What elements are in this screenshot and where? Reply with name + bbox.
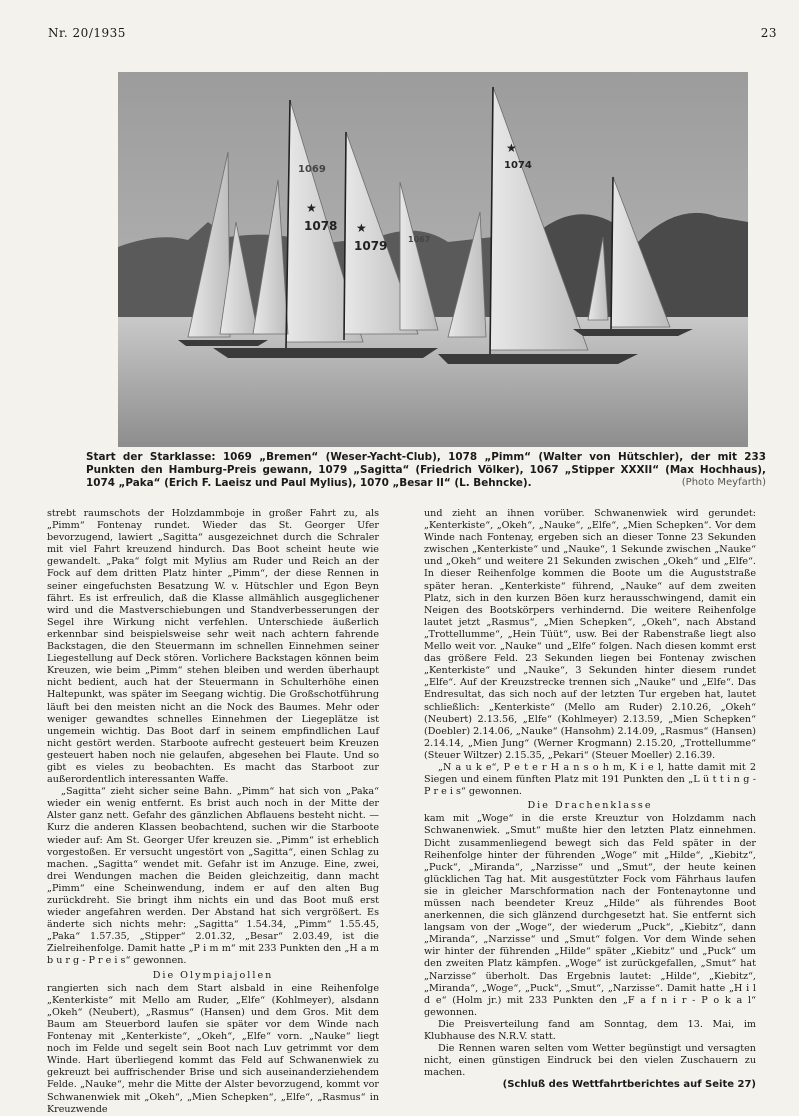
sail-number-1074: 1074	[504, 160, 532, 171]
section-heading-olympiajollen: Die Olympiajollen	[152, 969, 274, 981]
svg-text:★: ★	[506, 141, 517, 155]
continuation-note: (Schluß des Wettfahrtberichtes auf Seite 27)	[502, 1079, 756, 1091]
paragraph: Die Rennen waren selten vom Wetter begünstigt und versagten nicht, einen günstigen Eindruck bei den vielen Zuschauern zu machen.	[424, 1043, 756, 1079]
section-heading-drachenklasse: Die Drachenklasse	[527, 800, 653, 812]
paragraph: Die Preisverteilung fand am Sonntag, dem 13. Mai, im Klubhause des N.R.V. statt.	[424, 1018, 756, 1043]
sail-number-1069: 1069	[298, 164, 326, 175]
svg-text:★: ★	[306, 201, 317, 215]
photo-credit: (Photo Meyfarth)	[681, 477, 766, 488]
paragraph: „Sagitta“ zieht sicher seine Bahn. „Pimm“ hat sich von „Paka“ wieder ein wenig entfernt. Es brist auch noch in der Mitte der Alster ganz nett. Gefahr des gänzlichen Abflauens besteht nicht. — Kurz die anderen Klassen beobachtend, suchen wir die Starboote wieder auf: Am St. Georger Ufer kreuzen sie. „Pimm“ ist erheblich vorgestoßen. Er versucht ungestört von „Sagitta“, einen Schlag zu machen. „Sagitta“ wendet mit. Gefahr ist im Anzuge. Eine, zwei, drei Wendungen machen die Beiden gleichzeitig, dann macht „Pimm“ eine Scheinwendung, indem er auf den alten Bug zurückdreht. Sie bringt ihm nichts ein und das Boot muß erst wieder angefahren werden. Der Abstand hat sich vergrößert. Es änderte sich nichts mehr: „Sagitta“ 1.54.34, „Pimm“ 1.55.45, „Paka“ 1.57.35, „Stipper“ 2.01.32, „Besar“ 2.03.49, ist die Zielreihenfolge. Damit hatte „P i m m“ mit 233 Punkten den „H a m b u r g - P r e i s“ gewonnen.	[47, 786, 379, 967]
page-number: 23	[760, 26, 777, 40]
sail-number-1079: 1079	[354, 239, 388, 253]
paragraph: strebt raumschots der Holzdammboje in großer Fahrt zu, als „Pimm“ Fontenay rundet. Wieder das St. Georger Ufer bevorzugend, lawiert „Sagitta“ ausgezeichnet durch die Schraler mit viel Fahrt kreuzend hindurch. Das Boot scheint heute wie gewandelt. „Paka“ folgt mit Mylius am Ruder und Reich an der Fock auf dem dritten Platz hinter „Pimm“, der diese Rennen in seiner eingefuchsten Besatzung W. v. Hütschler und Egon Beyn fährt. Es ist erfreulich, daß die Klasse allmählich ausgeglichener wird und die Mastverschiebungen und Standverbesserungen der Segel ihre Wirkung nicht verfehlen. Unterschiede äußerlich erkennbar sind beispielsweise sehr weit nach achtern fahrende Backstagen, die den Steuermann im schnellen Einnehmen seiner Liegestellung auf Deck stören. Vorlichere Backstagen können beim Kreuzen, wie beim „Pimm“ stehen bleiben und werden überhaupt nicht bedient, auch hat der Steuermann in Schulterhöhe einen Haltepunkt, was später im Seegang wichtig. Die Großschotführung läuft bei den meisten nicht an die Nock des Baumes. Mehr oder weniger gewandtes schnelles Einnehmen der Liegeplätze ist ungemein wichtig. Das Boot darf in seinem empfindlichen Lauf nicht gestört werden. Starboote aufrecht gesteuert beim Kreuzen gesteuert haben noch nie gelaufen, abgesehen bei Flaute. Und so gibt es vieles zu beobachten. Es macht das Starboot zur außerordentlich interessanten Waffe.	[47, 508, 379, 786]
paragraph: „N a u k e“, P e t e r H a n s o h m, K i e l, hatte damit mit 2 Siegen und einem fünften Platz mit 191 Punkten den „L ü t t i n g - P r e i s“ gewonnen.	[424, 761, 756, 798]
column-left	[47, 508, 379, 1116]
paragraph: rangierten sich nach dem Start alsbald in eine Reihenfolge „Kenterkiste“ mit Mello am Ruder, „Elfe“ (Kohlmeyer), alsdann „Okeh“ (Neubert), „Rasmus“ (Hansen) und dem Gros. Mit dem Baum am Steuerbord laufen sie später vor dem Winde nach Fontenay mit „Kenterkiste“, „Okeh“, „Elfe“ vorn. „Nauke“ liegt noch im Felde und segelt sein Boot nach Luv getrimmt vor dem Winde. Hart überliegend kommt das Feld auf Schwanenwiek zu gekreuzt bei auffrischender Brise und sich auseinanderziehendem Felde. „Nauke“, mehr die Mitte der Alster bevorzugend, kommt vor Schwanenwiek mit „Okeh“, „Mien Schepken“, „Elfe“, „Rasmus“ in Kreuzwende	[47, 982, 379, 1115]
paragraph: und zieht an ihnen vorüber. Schwanenwiek wird gerundet: „Kenterkiste“, „Okeh“, „Nauke“, „Elfe“, „Mien Schepken“. Vor dem Winde nach Fontenay, ergeben sich an dieser Tonne 23 Sekunden zwischen „Kenterkiste“ und „Nauke“, 1 Sekunde zwischen „Nauke“ und „Okeh“ und weitere 21 Sekunden zwischen „Okeh“ und „Elfe“. In dieser Reihenfolge kommen die Boote um die Auguststraße später heran. „Kenterkiste“ führend, „Nauke“ auf dem zweiten Platz, sich in den kurzen Böen kurz herausschwingend, damit ein Neigen des Bootskörpers verhindernd. Die weitere Reihenfolge lautet jetzt „Rasmus“, „Mien Schepken“, „Okeh“, nach Abstand „Trottellumme“, „Hein Tüüt“, usw. Bei der Rabenstraße liegt also Mello weit vor. „Nauke“ und „Elfe“ folgen. Nach diesen kommt erst das größere Feld. 23 Sekunden liegen bei Fontenay zwischen „Kenterkiste“ und „Nauke“, 3 Sekunden hinter diesem rundet „Elfe“. Auf der Kreuzstrecke trennen sich „Nauke“ und „Elfe“. Das Endresultat, das sich noch auf der letzten Tur ergeben hat, lautet schließlich: „Kenterkiste“ (Mello am Ruder) 2.10.26, „Okeh“ (Neubert) 2.13.56, „Elfe“ (Kohlmeyer) 2.13.59, „Mien Schepken“ (Doebler) 2.14.06, „Nauke“ (Hansohm) 2.14.09, „Rasmus“ (Hansen) 2.14.14, „Mien Jung“ (Werner Krogmann) 2.15.20, „Trottellumme“ (Steuer Wiltzer) 2.15.35, „Pekari“ (Steuer Moeller) 2.16.39.	[424, 508, 756, 761]
svg-text:★: ★	[356, 221, 367, 235]
issue-number: Nr. 20/1935	[48, 26, 126, 40]
photo-caption: Start der Starklasse: 1069 „Bremen“ (Weser-Yacht-Club), 1078 „Pimm“ (Walter von Hütschler), der mit 233 Punkten den Hamburg-Preis gewann, 1079 „Sagitta“ (Friedrich Völker), 1067 „Stipper XXXII“ (Max Hochhaus), 1074 „Paka“ (Erich F. Laeisz und Paul Mylius), 1070 „Besar II“ (L. Behncke).	[86, 451, 766, 489]
sail-number-1078: 1078	[304, 219, 338, 233]
paragraph: kam mit „Woge“ in die erste Kreuztur von Holzdamm nach Schwanenwiek. „Smut“ mußte hier den letzten Platz einnehmen. Dicht zusammenliegend bewegt sich das Feld später in der Reihenfolge hinter der führenden „Woge“ mit „Hilde“, „Kiebitz“, „Puck“, „Miranda“, „Narzisse“ und „Smut“, der heute keinen glücklichen Tag hat. Mit ausgestützter Fock vom Fährhaus laufen sie in gleicher Marschformation nach der Fontenaytonne und müssen nach beendeter Kreuz „Hilde“ als führendes Boot anerkennen, die sich glänzend durchgesetzt hat. Sie entfernt sich langsam von der „Woge“, der wiederum „Puck“, „Kiebitz“, dann „Miranda“, „Narzisse“ und „Smut“ folgen. Vor dem Winde sehen wir hinter der führenden „Hilde“ später „Kiebitz“ und „Puck“ um den zweiten Platz kämpfen. „Woge“ ist zurückgefallen, „Smut“ hat „Narzisse“ überholt. Das Ergebnis lautet: „Hilde“, „Kiebitz“, „Miranda“, „Woge“, „Puck“, „Smut“, „Narzisse“. Damit hatte „H i l d e“ (Holm jr.) mit 233 Punkten den „F a f n i r - P o k a l“ gewonnen.	[424, 813, 756, 1018]
column-right	[424, 508, 756, 1092]
sail-number-1067: 1067	[408, 235, 431, 244]
sailing-race-photo	[118, 72, 748, 447]
